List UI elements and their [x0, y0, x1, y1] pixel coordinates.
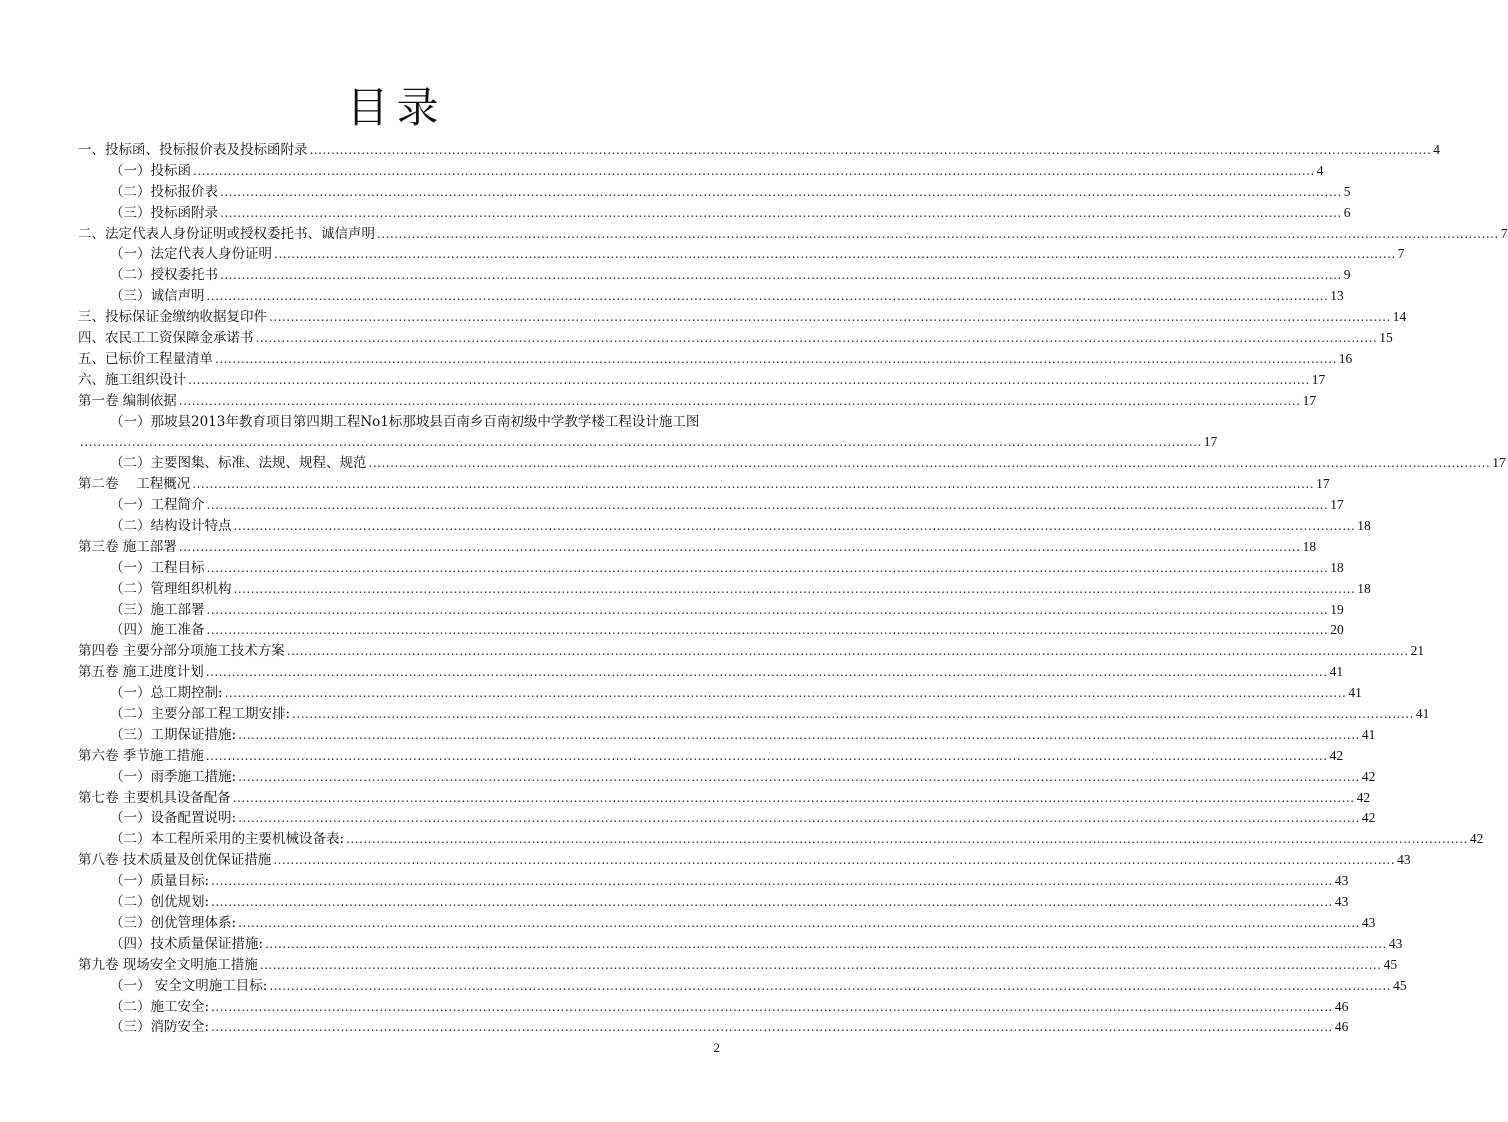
dot-leader: .................................................................................................................................................................................................................................................................... — [206, 623, 1329, 638]
dot-leader: .................................................................................................................................................................................................................................................................... — [238, 769, 1360, 784]
toc-subentry[interactable] — [78, 161, 1324, 182]
toc-page-number: 41 — [1348, 685, 1362, 701]
dot-leader: .................................................................................................................................................................................................................................................................... — [215, 351, 1337, 366]
toc-subentry[interactable] — [78, 620, 1344, 641]
toc-entry-wrapped-label[interactable]: （一）那坡县2013年教育项目第四期工程No1标那坡县百南乡百南初级中学教学楼工程设计施工图 — [110, 413, 700, 430]
toc-label: 二、法定代表人身份证明或授权委托书、诚信声明 — [78, 225, 375, 242]
toc-page-number: 4 — [1433, 141, 1441, 157]
toc-label: 第四卷 主要分部分项施工技术方案 — [78, 643, 285, 660]
toc-subentry[interactable] — [78, 600, 1344, 621]
toc-label: （一）设备配置说明: — [110, 810, 237, 827]
toc-subentry[interactable] — [78, 516, 1371, 537]
dot-leader: .................................................................................................................................................................................................................................................................... — [377, 226, 1499, 241]
toc-entry[interactable] — [78, 432, 1218, 453]
toc-page-number: 13 — [1330, 288, 1344, 304]
dot-leader: .................................................................................................................................................................................................................................................................... — [206, 602, 1329, 617]
toc-page-number: 7 — [1500, 225, 1508, 241]
dot-leader: .................................................................................................................................................................................................................................................................... — [192, 477, 1315, 492]
toc-label: （一）雨季施工措施: — [110, 768, 237, 785]
dot-leader: .................................................................................................................................................................................................................................................................... — [238, 727, 1360, 742]
dot-leader: .................................................................................................................................................................................................................................................................... — [269, 978, 1392, 993]
toc-page-number: 18 — [1302, 538, 1317, 554]
toc-label: 第八卷 技术质量及创优保证措施 — [78, 852, 272, 869]
dot-leader: .................................................................................................................................................................................................................................................................... — [265, 936, 1387, 951]
toc-page-number: 17 — [1203, 434, 1218, 450]
dot-leader: .................................................................................................................................................................................................................................................................... — [292, 707, 1414, 722]
toc-label: 一、投标函、投标报价表及投标函附录 — [78, 141, 308, 158]
toc-page-number: 46 — [1334, 998, 1349, 1014]
toc-page-number: 42 — [1361, 810, 1376, 826]
toc-page-number: 45 — [1393, 977, 1407, 993]
toc-subentry[interactable] — [78, 683, 1362, 704]
toc-label: （三）诚信声明 — [110, 288, 205, 305]
toc-page-number: 41 — [1329, 664, 1344, 680]
toc-page-number: 43 — [1388, 935, 1403, 951]
toc-entry[interactable] — [78, 140, 1441, 161]
toc-label: （三）创优管理体系: — [110, 914, 237, 931]
toc-page-number: 42 — [1356, 789, 1371, 805]
dot-leader: .................................................................................................................................................................................................................................................................... — [232, 790, 1355, 805]
toc-label: 第七卷 主要机具设备配备 — [78, 789, 231, 806]
toc-label: （二）投标报价表 — [110, 183, 218, 200]
dot-leader: .................................................................................................................................................................................................................................................................... — [224, 686, 1347, 701]
toc-entry[interactable] — [78, 537, 1317, 558]
dot-leader: .................................................................................................................................................................................................................................................................... — [238, 811, 1360, 826]
toc-label: 第三卷 施工部署 — [78, 538, 177, 555]
dot-leader: .................................................................................................................................................................................................................................................................... — [238, 915, 1360, 930]
toc-page-number: 42 — [1329, 747, 1344, 763]
toc-label: 第六卷 季节施工措施 — [78, 747, 204, 764]
toc-entry[interactable] — [78, 955, 1398, 976]
toc-subentry[interactable] — [78, 286, 1344, 307]
toc-label: （二）本工程所采用的主要机械设备表: — [110, 831, 345, 848]
toc-label: 六、施工组织设计 — [78, 371, 186, 388]
table-of-contents — [78, 140, 1508, 1038]
toc-label: （一）工程简介 — [110, 497, 205, 514]
toc-label: （二）管理组织机构 — [110, 580, 232, 597]
toc-subentry[interactable] — [78, 558, 1344, 579]
toc-label: （一）投标函 — [110, 162, 191, 179]
toc-subentry[interactable] — [78, 579, 1371, 600]
toc-label: （二）主要图集、标准、法规、规程、规范 — [110, 455, 367, 472]
dot-leader: .................................................................................................................................................................................................................................................................... — [220, 268, 1342, 283]
dot-leader: .................................................................................................................................................................................................................................................................... — [259, 957, 1382, 972]
toc-entry[interactable] — [78, 850, 1411, 871]
toc-label: （二）结构设计特点 — [110, 518, 232, 535]
toc-subentry[interactable] — [78, 767, 1376, 788]
toc-label: 四、农民工工资保障金承诺书 — [78, 330, 254, 346]
dot-leader: .................................................................................................................................................................................................................................................................... — [205, 748, 1328, 763]
dot-leader: .................................................................................................................................................................................................................................................................... — [178, 393, 1301, 408]
toc-label: （三）消防安全: — [110, 1019, 210, 1036]
toc-page-number: 7 — [1397, 246, 1405, 262]
toc-page-number: 5 — [1343, 183, 1351, 199]
toc-page-number: 45 — [1383, 956, 1398, 972]
toc-page-number: 43 — [1334, 873, 1349, 889]
toc-page-number: 17 — [1330, 497, 1344, 513]
dot-leader: .................................................................................................................................................................................................................................................................... — [273, 853, 1396, 868]
toc-page-number: 18 — [1357, 518, 1371, 534]
toc-page-number: 16 — [1338, 350, 1353, 366]
toc-entry[interactable] — [78, 370, 1326, 391]
toc-page-number: 9 — [1343, 267, 1351, 283]
toc-subentry[interactable] — [78, 976, 1407, 997]
toc-label: （二）创优规划: — [110, 894, 210, 911]
toc-label: （二）施工安全: — [110, 998, 210, 1015]
toc-label: （一）质量目标: — [110, 873, 210, 890]
toc-entry[interactable] — [78, 328, 1393, 349]
dot-leader: .................................................................................................................................................................................................................................................................... — [80, 435, 1202, 450]
toc-subentry[interactable] — [78, 997, 1349, 1018]
toc-page-number: 43 — [1397, 852, 1411, 868]
dot-leader: .................................................................................................................................................................................................................................................................... — [193, 163, 1315, 178]
toc-subentry[interactable] — [78, 704, 1430, 725]
toc-page-number: 4 — [1316, 162, 1324, 178]
toc-page-number: 17 — [1311, 371, 1326, 387]
toc-page-number: 21 — [1410, 643, 1425, 659]
dot-leader: .................................................................................................................................................................................................................................................................... — [233, 519, 1356, 534]
toc-label: 第九卷 现场安全文明施工措施 — [78, 956, 258, 973]
toc-label: （二）主要分部工程工期安排: — [110, 706, 291, 723]
toc-subentry[interactable] — [78, 913, 1376, 934]
toc-subentry[interactable] — [78, 871, 1349, 892]
toc-page-number: 42 — [1469, 831, 1484, 847]
dot-leader: .................................................................................................................................................................................................................................................................... — [286, 644, 1409, 659]
toc-entry[interactable] — [78, 349, 1353, 370]
toc-label: （二）授权委托书 — [110, 267, 218, 284]
toc-subentry[interactable] — [78, 453, 1506, 474]
dot-leader: .................................................................................................................................................................................................................................................................... — [188, 372, 1310, 387]
dot-leader: .................................................................................................................................................................................................................................................................... — [211, 1020, 1333, 1035]
toc-label: （一） 安全文明施工目标: — [110, 977, 268, 994]
toc-subentry[interactable] — [78, 203, 1351, 224]
toc-page-number: 18 — [1357, 580, 1371, 596]
dot-leader: .................................................................................................................................................................................................................................................................... — [211, 874, 1333, 889]
toc-label: （一）法定代表人身份证明 — [110, 246, 272, 263]
toc-label: （四）技术质量保证措施: — [110, 935, 264, 952]
toc-page-number: 19 — [1330, 601, 1344, 617]
toc-page-number: 17 — [1316, 476, 1330, 492]
toc-label: 第五卷 施工进度计划 — [78, 664, 204, 681]
toc-label: （三）投标函附录 — [110, 204, 218, 221]
toc-page-number: 43 — [1334, 894, 1349, 910]
dot-leader: .................................................................................................................................................................................................................................................................... — [211, 999, 1333, 1014]
dot-leader: .................................................................................................................................................................................................................................................................... — [309, 142, 1432, 157]
toc-entry[interactable] — [78, 662, 1344, 683]
toc-label: （四）施工准备 — [110, 622, 205, 639]
toc-subentry[interactable] — [78, 725, 1376, 746]
toc-page-number: 42 — [1361, 768, 1376, 784]
toc-label: （三）工期保证措施: — [110, 726, 237, 743]
dot-leader: .................................................................................................................................................................................................................................................................... — [346, 832, 1468, 847]
toc-subentry[interactable] — [78, 182, 1351, 203]
toc-page-number: 18 — [1330, 559, 1344, 575]
toc-page-number: 20 — [1330, 622, 1344, 638]
toc-subentry[interactable] — [78, 495, 1344, 516]
toc-entry[interactable] — [78, 307, 1407, 328]
toc-page-number: 17 — [1492, 455, 1506, 471]
toc-entry[interactable] — [78, 391, 1317, 412]
dot-leader: .................................................................................................................................................................................................................................................................... — [206, 498, 1329, 513]
toc-label: （一）工程目标 — [110, 559, 205, 576]
toc-page-number: 15 — [1379, 330, 1393, 345]
toc-page-number: 14 — [1392, 309, 1407, 325]
toc-subentry[interactable] — [78, 809, 1376, 830]
toc-entry[interactable] — [78, 224, 1508, 245]
toc-label: 第一卷 编制依据 — [78, 392, 177, 409]
dot-leader: .................................................................................................................................................................................................................................................................... — [269, 310, 1391, 325]
toc-page-number: 41 — [1415, 706, 1430, 722]
dot-leader: .................................................................................................................................................................................................................................................................... — [206, 560, 1329, 575]
dot-leader: .................................................................................................................................................................................................................................................................... — [255, 331, 1378, 345]
dot-leader: .................................................................................................................................................................................................................................................................... — [211, 895, 1333, 910]
toc-entry[interactable] — [78, 746, 1344, 767]
dot-leader: .................................................................................................................................................................................................................................................................... — [233, 581, 1356, 596]
toc-label: 第二卷 工程概况 — [78, 476, 191, 493]
dot-leader: .................................................................................................................................................................................................................................................................... — [206, 289, 1329, 304]
toc-subentry[interactable] — [78, 829, 1484, 850]
toc-page-number: 41 — [1361, 726, 1376, 742]
toc-subentry[interactable] — [78, 244, 1405, 265]
dot-leader: .................................................................................................................................................................................................................................................................... — [368, 456, 1491, 471]
toc-page-number: 6 — [1343, 204, 1351, 220]
toc-page-number: 43 — [1361, 914, 1376, 930]
toc-subentry[interactable] — [78, 1017, 1349, 1038]
toc-label: （三）施工部署 — [110, 601, 205, 618]
toc-subentry[interactable] — [78, 265, 1351, 286]
toc-label: 五、已标价工程量清单 — [78, 350, 213, 367]
toc-subentry[interactable] — [78, 934, 1403, 955]
toc-page-number: 17 — [1302, 392, 1317, 408]
toc-label: 三、投标保证金缴纳收据复印件 — [78, 309, 267, 326]
toc-label: （一）总工期控制: — [110, 685, 223, 702]
toc-entry[interactable] — [78, 641, 1425, 662]
dot-leader: .................................................................................................................................................................................................................................................................... — [220, 184, 1342, 199]
toc-page-number: 46 — [1334, 1019, 1349, 1035]
dot-leader: .................................................................................................................................................................................................................................................................... — [274, 247, 1396, 262]
toc-entry[interactable] — [78, 474, 1330, 495]
dot-leader: .................................................................................................................................................................................................................................................................... — [205, 665, 1328, 680]
toc-subentry[interactable] — [78, 892, 1349, 913]
toc-entry[interactable] — [78, 788, 1371, 809]
page-number: 2 — [713, 1040, 720, 1055]
dot-leader: .................................................................................................................................................................................................................................................................... — [220, 205, 1342, 220]
dot-leader: .................................................................................................................................................................................................................................................................... — [178, 539, 1301, 554]
page-title: 目录 — [346, 83, 447, 132]
